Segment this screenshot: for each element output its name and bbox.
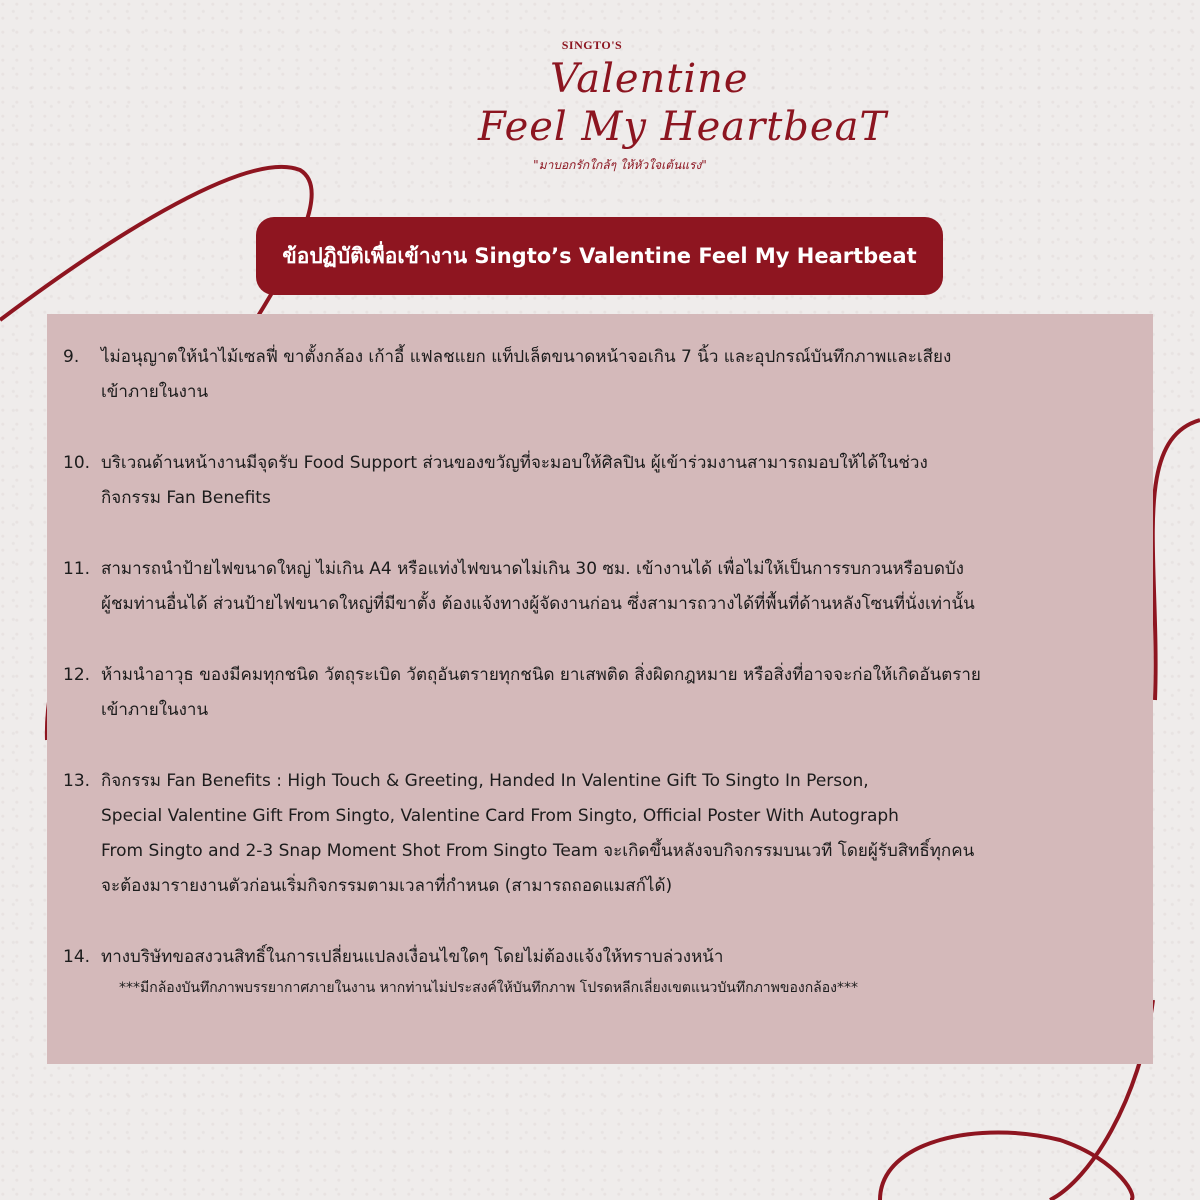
camera-notice [47, 975, 1153, 1001]
logo-line-1: Valentine [550, 56, 749, 102]
rule-number: 12. [63, 665, 91, 685]
rule-text: เข้าภายในงาน [101, 700, 209, 720]
rule-item-11 [47, 552, 1153, 622]
rule-text: บริเวณด้านหน้างานมีจุดรับ Food Support ส่วนของขวัญที่จะมอบให้ศิลปิน ผู้เข้าร่วมงานสามารถมอบให้ได้ในช่วง [101, 453, 928, 473]
rule-item-13 [47, 764, 1153, 904]
rule-text: Special Valentine Gift From Singto, Valentine Card From Singto, Official Poster With Autograph [101, 806, 899, 826]
title-banner [256, 217, 943, 295]
event-logo [420, 28, 888, 188]
page-title: ข้อปฏิบัติเพื่อเข้างาน Singto’s Valentine Feel My Heartbeat [282, 243, 917, 268]
camera-notice-text: ***มีกล้องบันทึกภาพบรรยากาศภายในงาน หากท่านไม่ประสงค์ให้บันทึกภาพ โปรดหลีกเลี่ยงเขตแนวบันทึกภาพของกล้อง*** [119, 980, 859, 996]
rule-item-12 [47, 658, 1153, 728]
rule-text: ผู้ชมท่านอื่นได้ ส่วนป้ายไฟขนาดใหญ่ที่มีขาตั้ง ต้องแจ้งทางผู้จัดงานก่อน ซึ่งสามารถวางได้ที่พื้นที่ด้านหลังโซนที่นั่งเท่านั้น [101, 594, 975, 614]
rule-text: กิจกรรม Fan Benefits [101, 488, 271, 508]
rule-text: จะต้องมารายงานตัวก่อนเริ่มกิจกรรมตามเวลาที่กำหนด (สามารถถอดแมสก์ได้) [101, 876, 673, 896]
rule-text: เข้าภายในงาน [101, 382, 209, 402]
rule-item-14 [47, 940, 1153, 1001]
rule-item-10 [47, 446, 1153, 516]
rule-number: 14. [63, 947, 91, 967]
logo-line-2: Feel My HeartbeaT [478, 104, 888, 150]
rule-text: ไม่อนุญาตให้นำไม้เซลฟี่ ขาตั้งกล้อง เก้าอี้ แฟลชแยก แท็ปเล็ตขนาดหน้าจอเกิน 7 นิ้ว และอุปกรณ์บันทึกภาพและเสียง [101, 347, 952, 367]
rule-number: 13. [63, 771, 91, 791]
rule-number: 9. [63, 347, 80, 367]
rule-item-9 [47, 340, 1153, 410]
logo-tagline: "มาบอกรักใกล้ๆ ให้หัวใจเต้นแรง" [533, 158, 707, 172]
rule-text: สามารถนำป้ายไฟขนาดใหญ่ ไม่เกิน A4 หรือแท่งไฟขนาดไม่เกิน 30 ซม. เข้างานได้ เพื่อไม่ให้เป็นการรบกวนหรือบดบัง [101, 559, 964, 579]
rule-text: กิจกรรม Fan Benefits : High Touch & Greeting, Handed In Valentine Gift To Singto In Person, [101, 771, 869, 791]
logo-brand: SINGTO'S [561, 38, 623, 52]
rule-number: 10. [63, 453, 91, 473]
rule-text: ทางบริษัทขอสงวนสิทธิ์ในการเปลี่ยนแปลงเงื่อนไขใดๆ โดยไม่ต้องแจ้งให้ทราบล่วงหน้า [101, 947, 724, 967]
rules-panel [47, 314, 1153, 1064]
rule-text: From Singto and 2-3 Snap Moment Shot From Singto Team จะเกิดขึ้นหลังจบกิจกรรมบนเวที โดยผู้รับสิทธิ์ทุกคน [101, 841, 975, 861]
rule-number: 11. [63, 559, 91, 579]
rule-text: ห้ามนำอาวุธ ของมีคมทุกชนิด วัตถุระเบิด วัตถุอันตรายทุกชนิด ยาเสพติด สิ่งผิดกฎหมาย หรือสิ่งที่อาจจะก่อให้เกิดอันตราย [101, 665, 981, 685]
